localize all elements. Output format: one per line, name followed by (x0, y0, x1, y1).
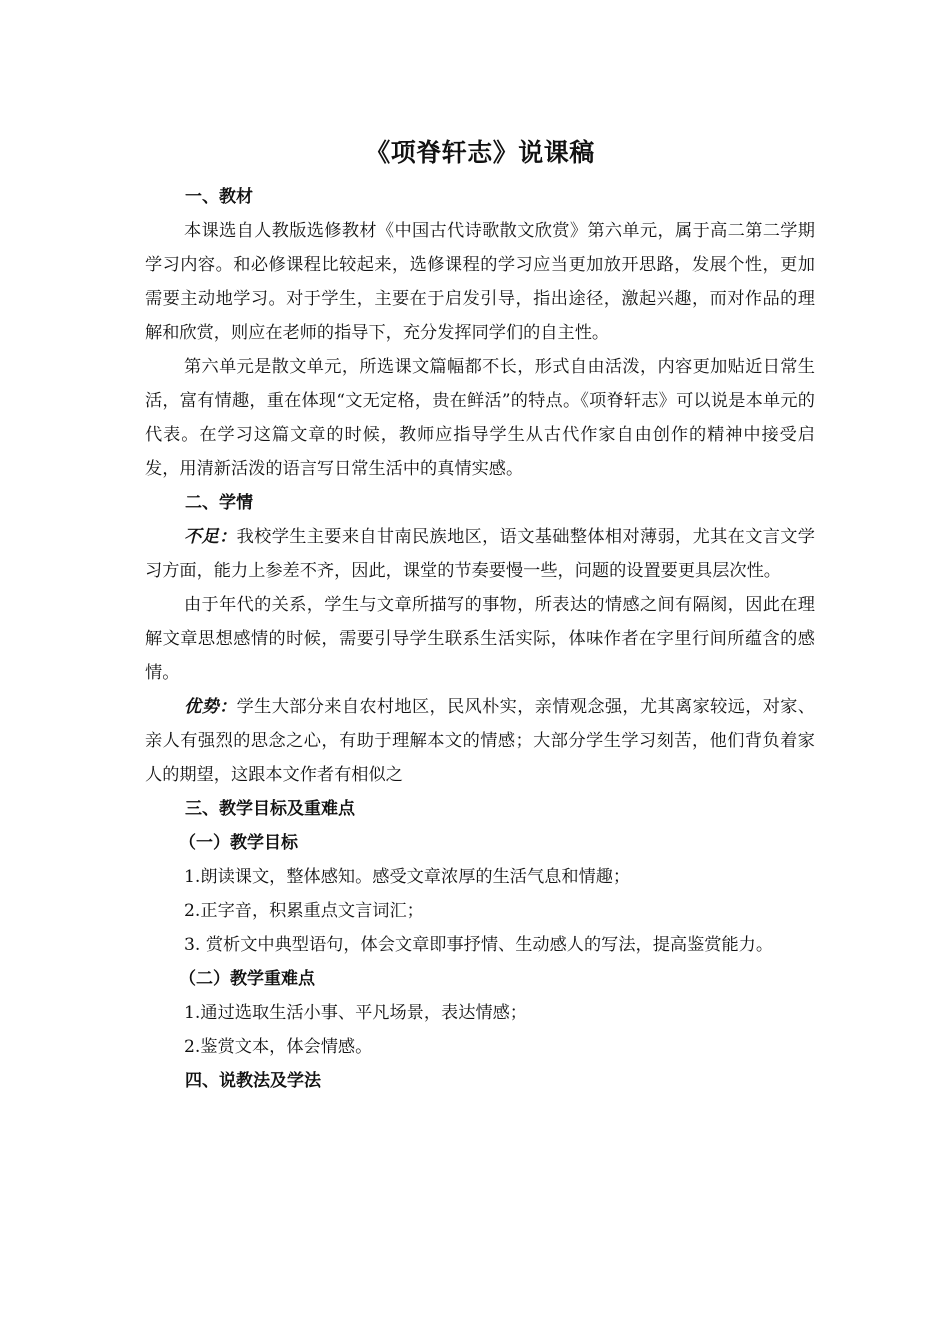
weakness-label: 不足： (184, 527, 237, 547)
goal-item-2: 2.正字音，积累重点文言词汇； (184, 901, 424, 921)
strength-label: 优势： (184, 697, 237, 717)
strength-text: 学生大部分来自农村地区，民风朴实，亲情观念强，尤其离家较远，对家、亲人有强烈的思念之心，有助于理解本文的情感；大部分学生学习刻苦，他们背负着家人的期望，这跟本文作者有相似之 (145, 697, 815, 785)
goal-item-1: 1.朗读课文，整体感知。感受文章浓厚的生活气息和情趣； (184, 867, 631, 887)
weakness-text: 我校学生主要来自甘南民族地区，语文基础整体相对薄弱，尤其在文言文学习方面，能力上参差不齐，因此，课堂的节奏要慢一些，问题的设置要更具层次性。 (145, 527, 815, 581)
section-heading-goals: 三、教学目标及重难点 (185, 799, 355, 819)
paragraph-textbook-source: 本课选自人教版选修教材《中国古代诗歌散文欣赏》第六单元，属于高二第二学期学习内容。和必修课程比较起来，选修课程的学习应当更加放开思路，发展个性，更加需要主动地学习。对于学生，主要在于启发引导，指出途径，激起兴趣，而对作品的理解和欣赏，则应在老师的指导下，充分发挥同学们的自主性。 (145, 221, 815, 343)
subheading-teaching-goals: （一）教学目标 (179, 833, 298, 853)
paragraph-weakness (145, 520, 815, 588)
section-heading-students: 二、学情 (185, 493, 253, 513)
key-point-1: 1.通过选取生活小事、平凡场景，表达情感； (184, 1003, 527, 1023)
section-heading-textbook: 一、教材 (185, 187, 253, 207)
paragraph-strength (145, 690, 815, 792)
section-heading-methods: 四、说教法及学法 (185, 1071, 321, 1091)
subheading-key-points: （二）教学重难点 (179, 969, 315, 989)
document-title: 《项脊轩志》说课稿 (365, 138, 595, 167)
document-page (145, 128, 815, 1098)
paragraph-unit-six: 第六单元是散文单元，所选课文篇幅都不长，形式自由活泼，内容更加贴近日常生活，富有情趣，重在体现“文无定格，贵在鲜活”的特点。《项脊轩志》可以说是本单元的代表。在学习这篇文章的时候，教师应指导学生从古代作家自由创作的精神中接受启发，用清新活泼的语言写日常生活中的真情实感。 (145, 357, 815, 479)
paragraph-era-gap: 由于年代的关系，学生与文章所描写的事物，所表达的情感之间有隔阂，因此在理解文章思想感情的时候，需要引导学生联系生活实际，体味作者在字里行间所蕴含的感情。 (145, 595, 815, 683)
goal-item-3: 3. 赏析文中典型语句，体会文章即事抒情、生动感人的写法，提高鉴赏能力。 (184, 935, 774, 955)
key-point-2: 2.鉴赏文本，体会情感。 (184, 1037, 373, 1057)
